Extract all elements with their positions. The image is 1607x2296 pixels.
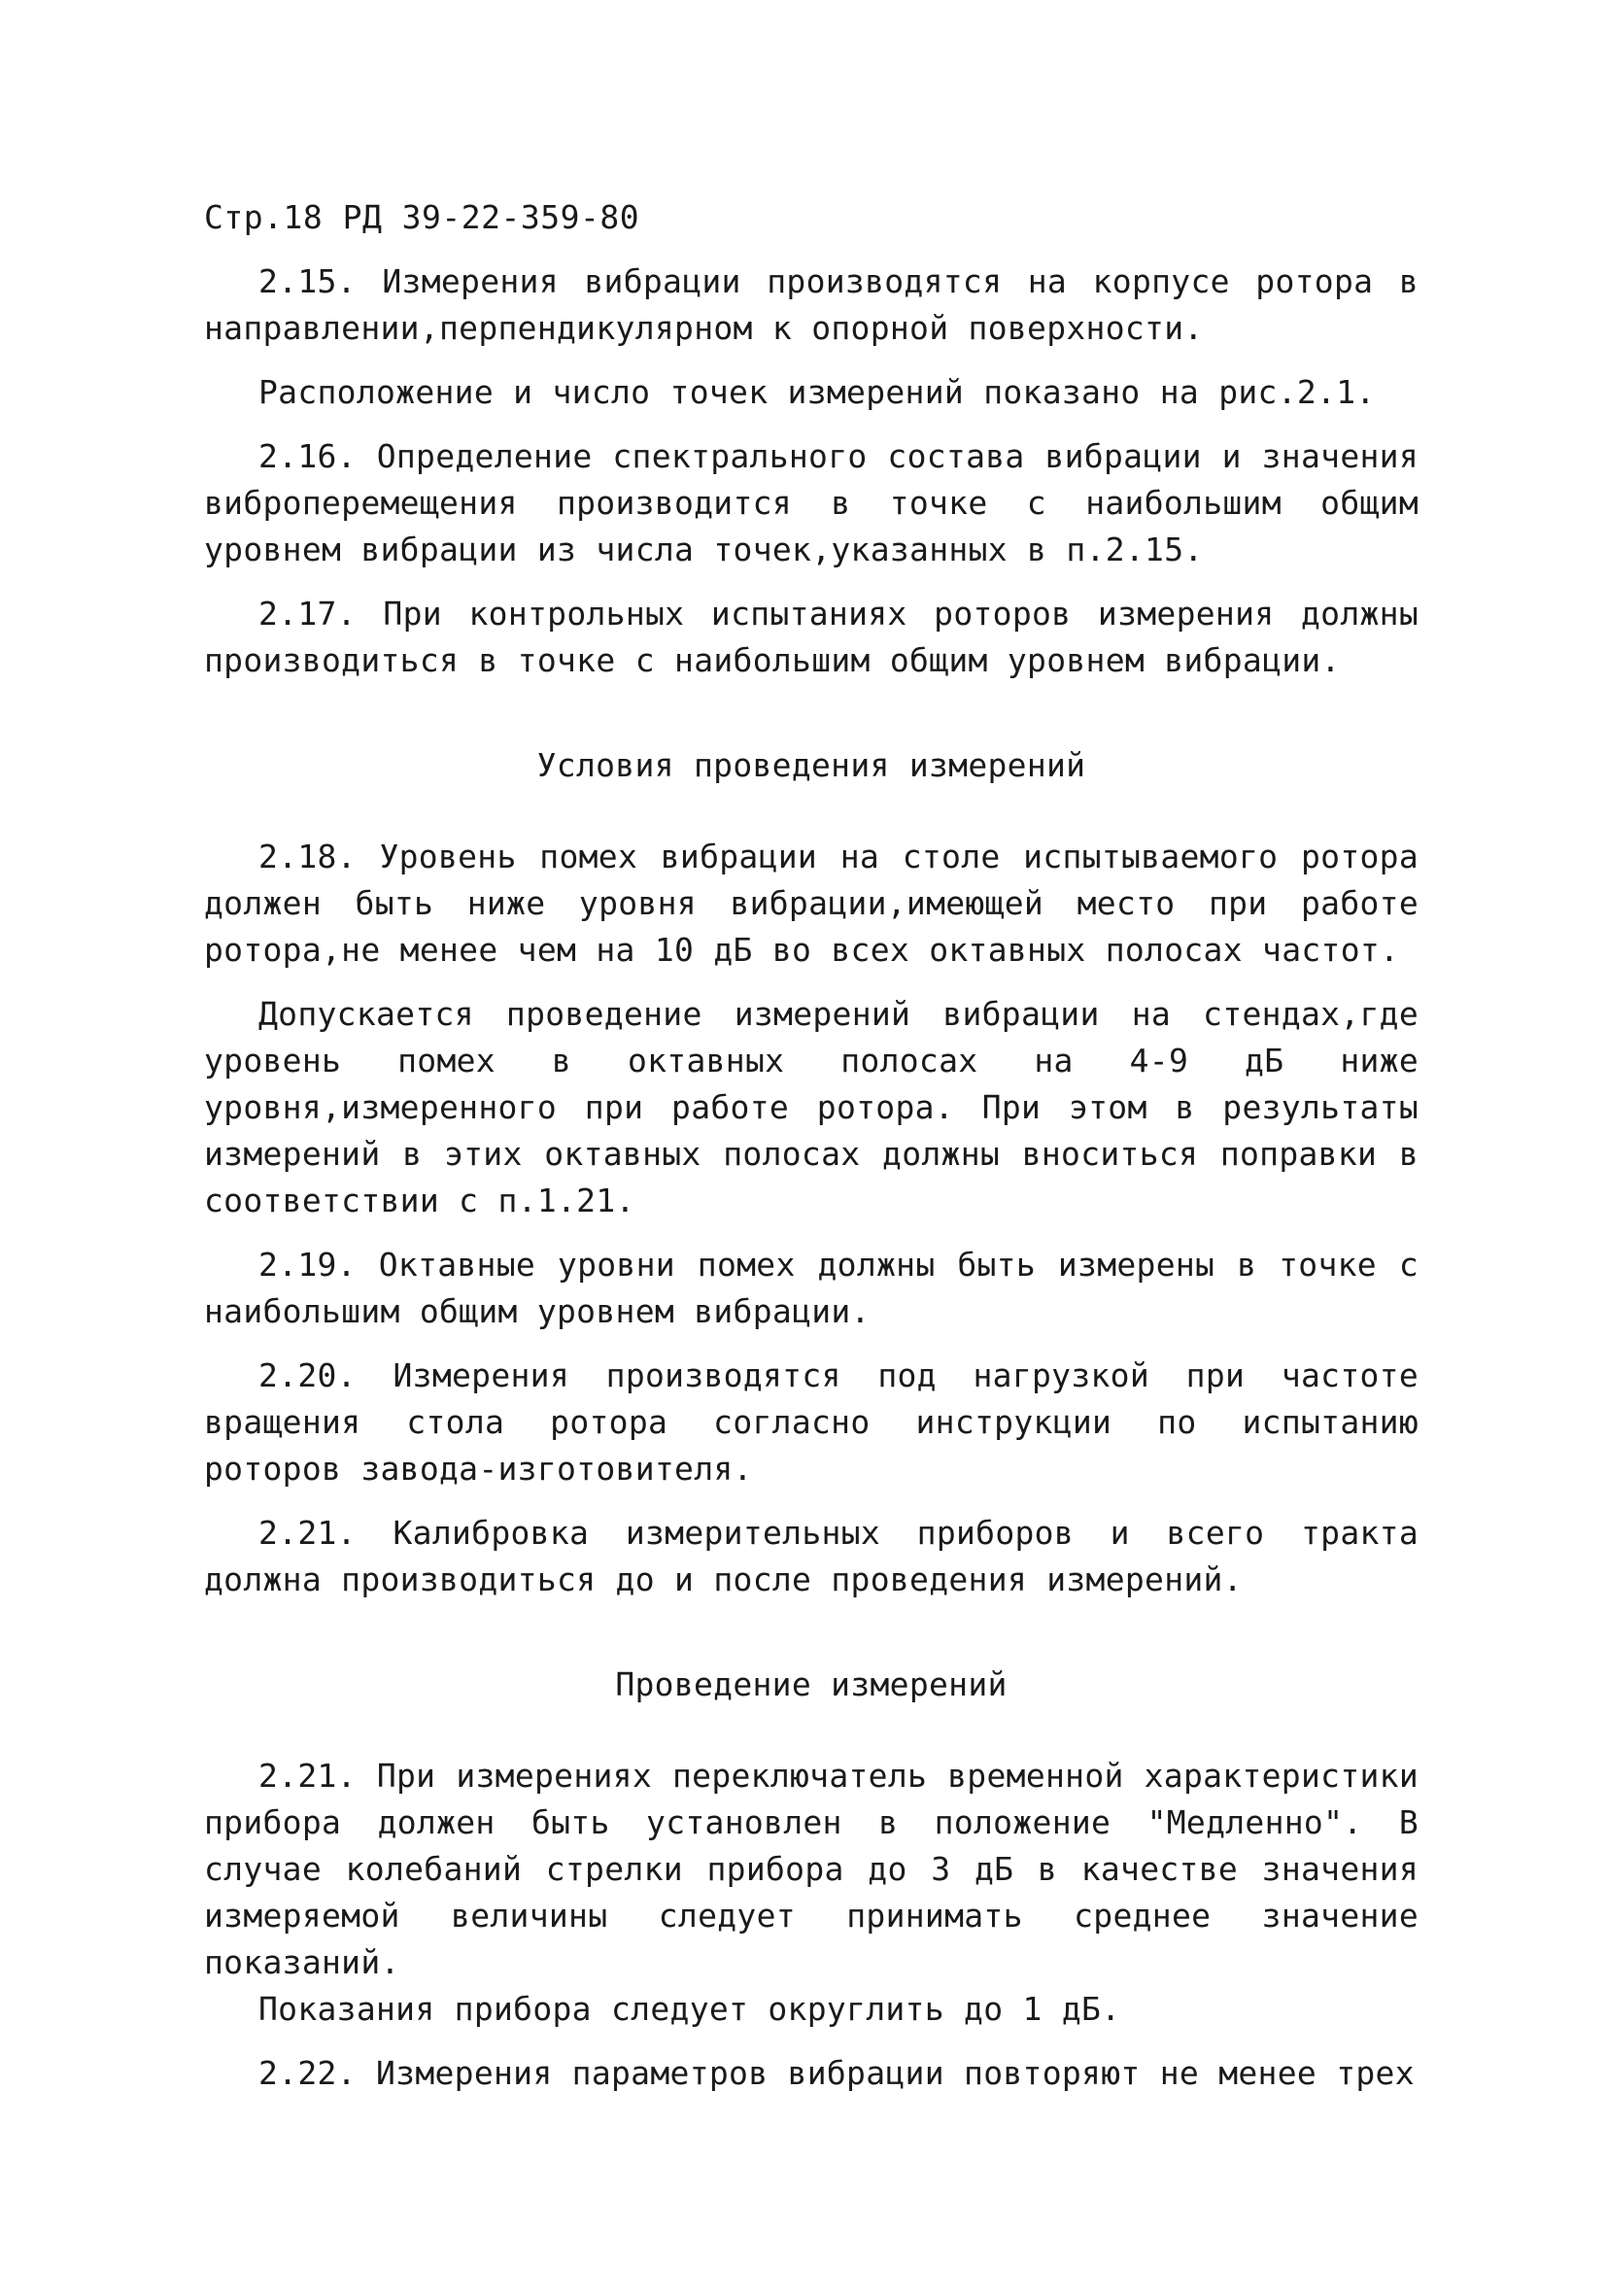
paragraph-rounding: Показания прибора следует округлить до 1 дБ. [258,1990,1121,2028]
paragraph-figure-ref: Расположение и число точек измерений показано на рис.2.1. [258,373,1376,411]
paragraph-2-22: 2.22. Измерения параметров вибрации повторяют не менее трех [258,2054,1415,2092]
document-page [204,194,1419,2114]
section-procedure [204,1753,1419,2097]
paragraph-allowance: Допускается проведение измерений вибрации на стендах,где уровень помех в октавных полосах на 4-9 дБ ниже уровня,измеренного при работе ротора. При этом в результаты измерений в этих октавных полосах должны вноситься поправки в соответствии с п.1.21. [204,995,1419,1219]
paragraph-2-21-switch: 2.21. При измерениях переключатель временной характеристики прибора должен быть установлен в положение "Медленно". В случае колебаний стрелки прибора до 3 дБ в качестве значения измеряемой величины следует принимать среднее значение показаний. [204,1757,1419,1981]
paragraph-2-18: 2.18. Уровень помех вибрации на столе испытываемого ротора должен быть ниже уровня вибрации,имеющей место при работе ротора,не менее чем на 10 дБ во всех октавных полосах частот. [204,838,1419,969]
section-title-conditions: Условия проведения измерений [536,746,1086,784]
paragraph-2-21-calibration: 2.21. Калибровка измерительных приборов и всего тракта должна производиться до и после проведения измерений. [204,1514,1419,1598]
paragraph-2-15: 2.15. Измерения вибрации производятся на корпусе ротора в направлении,перпендикулярном к опорной поверхности. [204,262,1419,347]
paragraph-2-19: 2.19. Октавные уровни помех должны быть измерены в точке с наибольшим общим уровнем вибрации. [204,1246,1419,1330]
paragraph-2-20: 2.20. Измерения производятся под нагрузкой при частоте вращения стола ротора согласно инструкции по испытанию роторов завода-изготовителя. [204,1356,1419,1488]
paragraph-2-16: 2.16. Определение спектрального состава вибрации и значения виброперемещения производится в точке с наибольшим общим уровнем вибрации из числа точек,указанных в п.2.15. [204,437,1419,568]
section-conditions [204,834,1419,1603]
section-title-procedure: Проведение измерений [615,1665,1008,1703]
page-header: Стр.18 РД 39-22-359-80 [204,198,640,236]
paragraph-2-17: 2.17. При контрольных испытаниях роторов измерения должны производиться в точке с наибольшим общим уровнем вибрации. [204,595,1419,679]
section-intro [204,258,1419,684]
